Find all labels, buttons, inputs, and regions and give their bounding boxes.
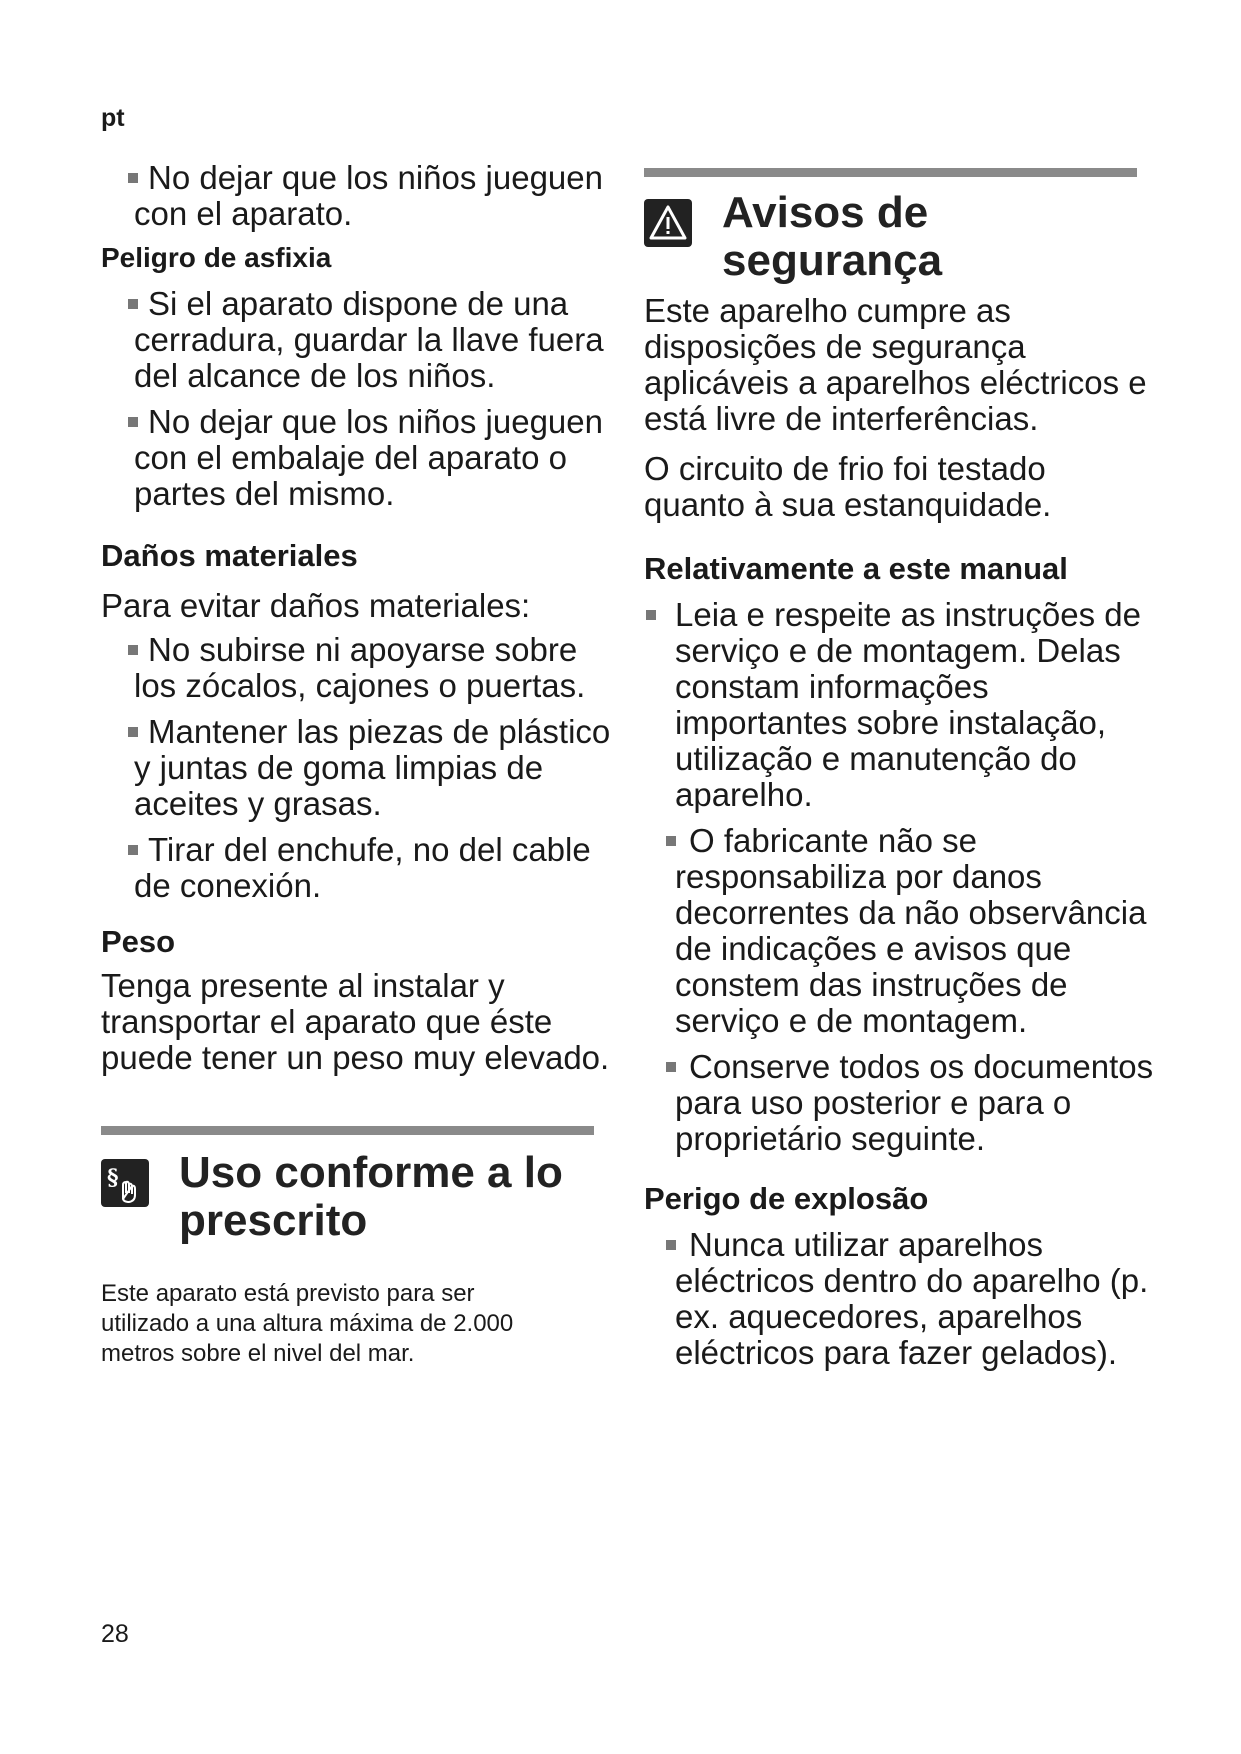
bullet-marker (128, 727, 138, 737)
uso-heading: Uso conforme a lo prescrito (179, 1148, 563, 1245)
asfixia-heading: Peligro de asfixia (101, 242, 332, 273)
bullet-marker (666, 1062, 676, 1072)
list-item: No dejar que los niños jueguen con el aparato. (101, 160, 621, 232)
svg-text:§: § (107, 1165, 119, 1191)
right-column (644, 160, 1164, 1381)
bullet-marker (128, 417, 138, 427)
avisos-title (644, 189, 1164, 285)
list-item: Si el aparato dispone de una cerradura, guardar la llave fuera del alcance de los niños. (101, 286, 621, 394)
section-divider (101, 1126, 594, 1135)
avisos-para-1: Este aparelho cumpre as disposições de segurança aplicáveis a aparelhos eléctricos e está livre de interferências. (644, 292, 1147, 437)
avisos-para-2: O circuito de frio foi testado quanto à sua estanquidade. (644, 450, 1052, 523)
warning-icon (644, 199, 692, 247)
uso-text: Este aparato está previsto para ser utilizado a una altura máxima de 2.000 metros sobre el nivel del mar. (101, 1280, 514, 1367)
bullet-marker (646, 610, 656, 620)
bullet-marker (666, 1240, 676, 1250)
bullet-marker (128, 299, 138, 309)
danos-heading: Daños materiales (101, 538, 358, 573)
list-item: No dejar que los niños jueguen con el embalaje del aparato o partes del mismo. (101, 404, 621, 512)
avisos-heading: Avisos de segurança (722, 188, 943, 285)
language-code: pt (101, 104, 125, 132)
list-item: O fabricante não se responsabiliza por danos decorrentes da não observância de indicações e avisos que constem das instruções de serviço e de montagem. (644, 823, 1164, 1039)
bullet-marker (128, 173, 138, 183)
list-item: Leia e respeite as instruções de serviço e de montagem. Delas constam informações importantes sobre instalação, utilização e manutenção do aparelho. (644, 597, 1164, 813)
manual-heading: Relativamente a este manual (644, 551, 1068, 586)
list-item: Conserve todos os documentos para uso posterior e para o proprietário seguinte. (644, 1049, 1164, 1157)
left-column (101, 160, 621, 1369)
bullet-marker (128, 645, 138, 655)
section-paragraph-icon (101, 1159, 149, 1207)
uso-title (101, 1149, 621, 1245)
list-item: Nunca utilizar aparelhos eléctricos dentro do aparelho (p. ex. aquecedores, aparelhos eléctricos para fazer gelados). (644, 1227, 1164, 1371)
list-item: No subirse ni apoyarse sobre los zócalos, cajones o puertas. (101, 632, 621, 704)
peso-heading: Peso (101, 924, 176, 959)
bullet-marker (128, 845, 138, 855)
list-item: Tirar del enchufe, no del cable de conexión. (101, 832, 621, 904)
bullet-marker (666, 836, 676, 846)
peso-text: Tenga presente al instalar y transportar el aparato que éste puede tener un peso muy elevado. (101, 967, 610, 1076)
page-number: 28 (101, 1620, 129, 1648)
explosao-heading: Perigo de explosão (644, 1181, 929, 1216)
section-divider (644, 168, 1137, 177)
danos-intro: Para evitar daños materiales: (101, 587, 531, 624)
list-item: Mantener las piezas de plástico y juntas de goma limpias de aceites y grasas. (101, 714, 621, 822)
